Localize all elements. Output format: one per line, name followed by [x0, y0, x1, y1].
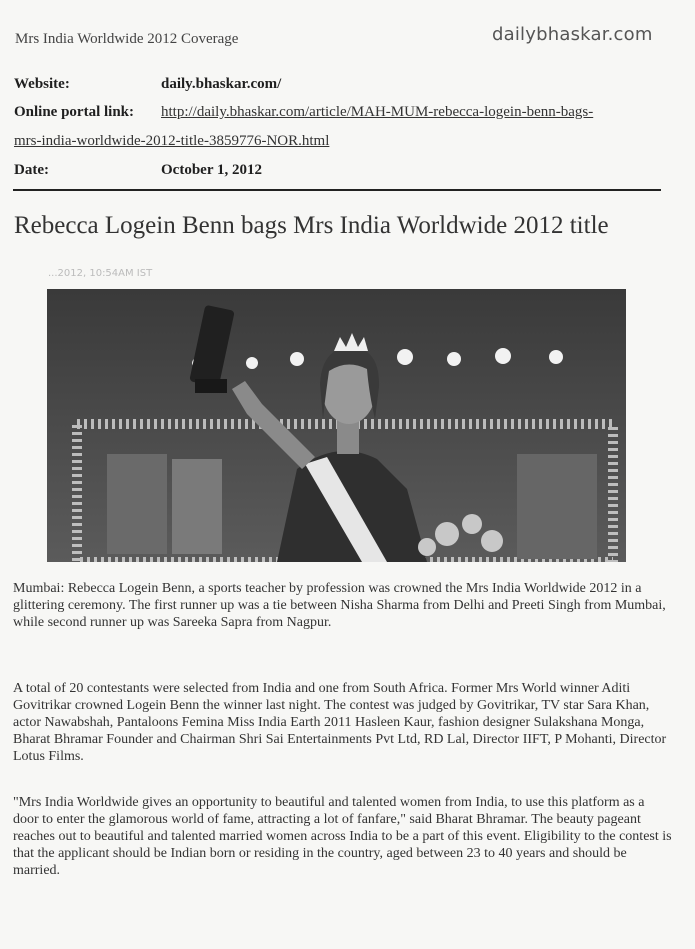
article-timestamp: ...2012, 10:54AM IST	[48, 268, 153, 279]
site-logo: dailybhaskar.com	[492, 24, 653, 45]
article-paragraph-1: Mumbai: Rebecca Logein Benn, a sports teacher by profession was crowned the Mrs India Worldwide 2012 in a glittering ceremony. The first runner up was a tie between Nisha Sharma from Delhi and Preeti Singh from Mumbai, while second runner up was Sareeka Sapra from Nagpur.	[13, 581, 666, 630]
date-value: October 1, 2012	[161, 162, 262, 178]
website-label: Website:	[14, 76, 70, 92]
coverage-title: Mrs India Worldwide 2012 Coverage	[15, 31, 239, 47]
article-headline: Rebecca Logein Benn bags Mrs India Worldwide 2012 title	[14, 212, 609, 239]
portal-link-line2[interactable]: mrs-india-worldwide-2012-title-3859776-NOR.html	[14, 133, 330, 149]
portal-link-label: Online portal link:	[14, 104, 135, 120]
date-label: Date:	[14, 162, 49, 178]
article-photo	[47, 289, 626, 562]
website-value: daily.bhaskar.com/	[161, 76, 282, 92]
divider-line	[13, 189, 661, 191]
article-paragraph-3: "Mrs India Worldwide gives an opportunity to beautiful and talented women from India, to use this platform as a door to enter the glamorous world of fame, attracting a lot of fanfare," said Bharat Bhramar. The beauty pageant reaches out to beautiful and talented married women across India to be a part of this event. Eligibility to the contest is that the applicant should be Indian born or residing in the country, aged between 23 to 40 years and should be married.	[13, 795, 672, 878]
portal-link-line1[interactable]: http://daily.bhaskar.com/article/MAH-MUM-rebecca-logein-benn-bags-	[161, 104, 594, 120]
article-paragraph-2: A total of 20 contestants were selected from India and one from South Africa. Former Mrs World winner Aditi Govitrikar crowned Logein Benn the winner last night. The contest was judged by Govitrikar, TV star Sara Khan, actor Nawabshah, Pantaloons Femina Miss India Earth 2011 Hasleen Kaur, fashion designer Sulakshana Monga, Bharat Bhramar Founder and Chairman Shri Sai Entertainments Pvt Ltd, RD Lal, Director IIFT, P Mohanti, Director Lotus Films.	[13, 681, 667, 764]
